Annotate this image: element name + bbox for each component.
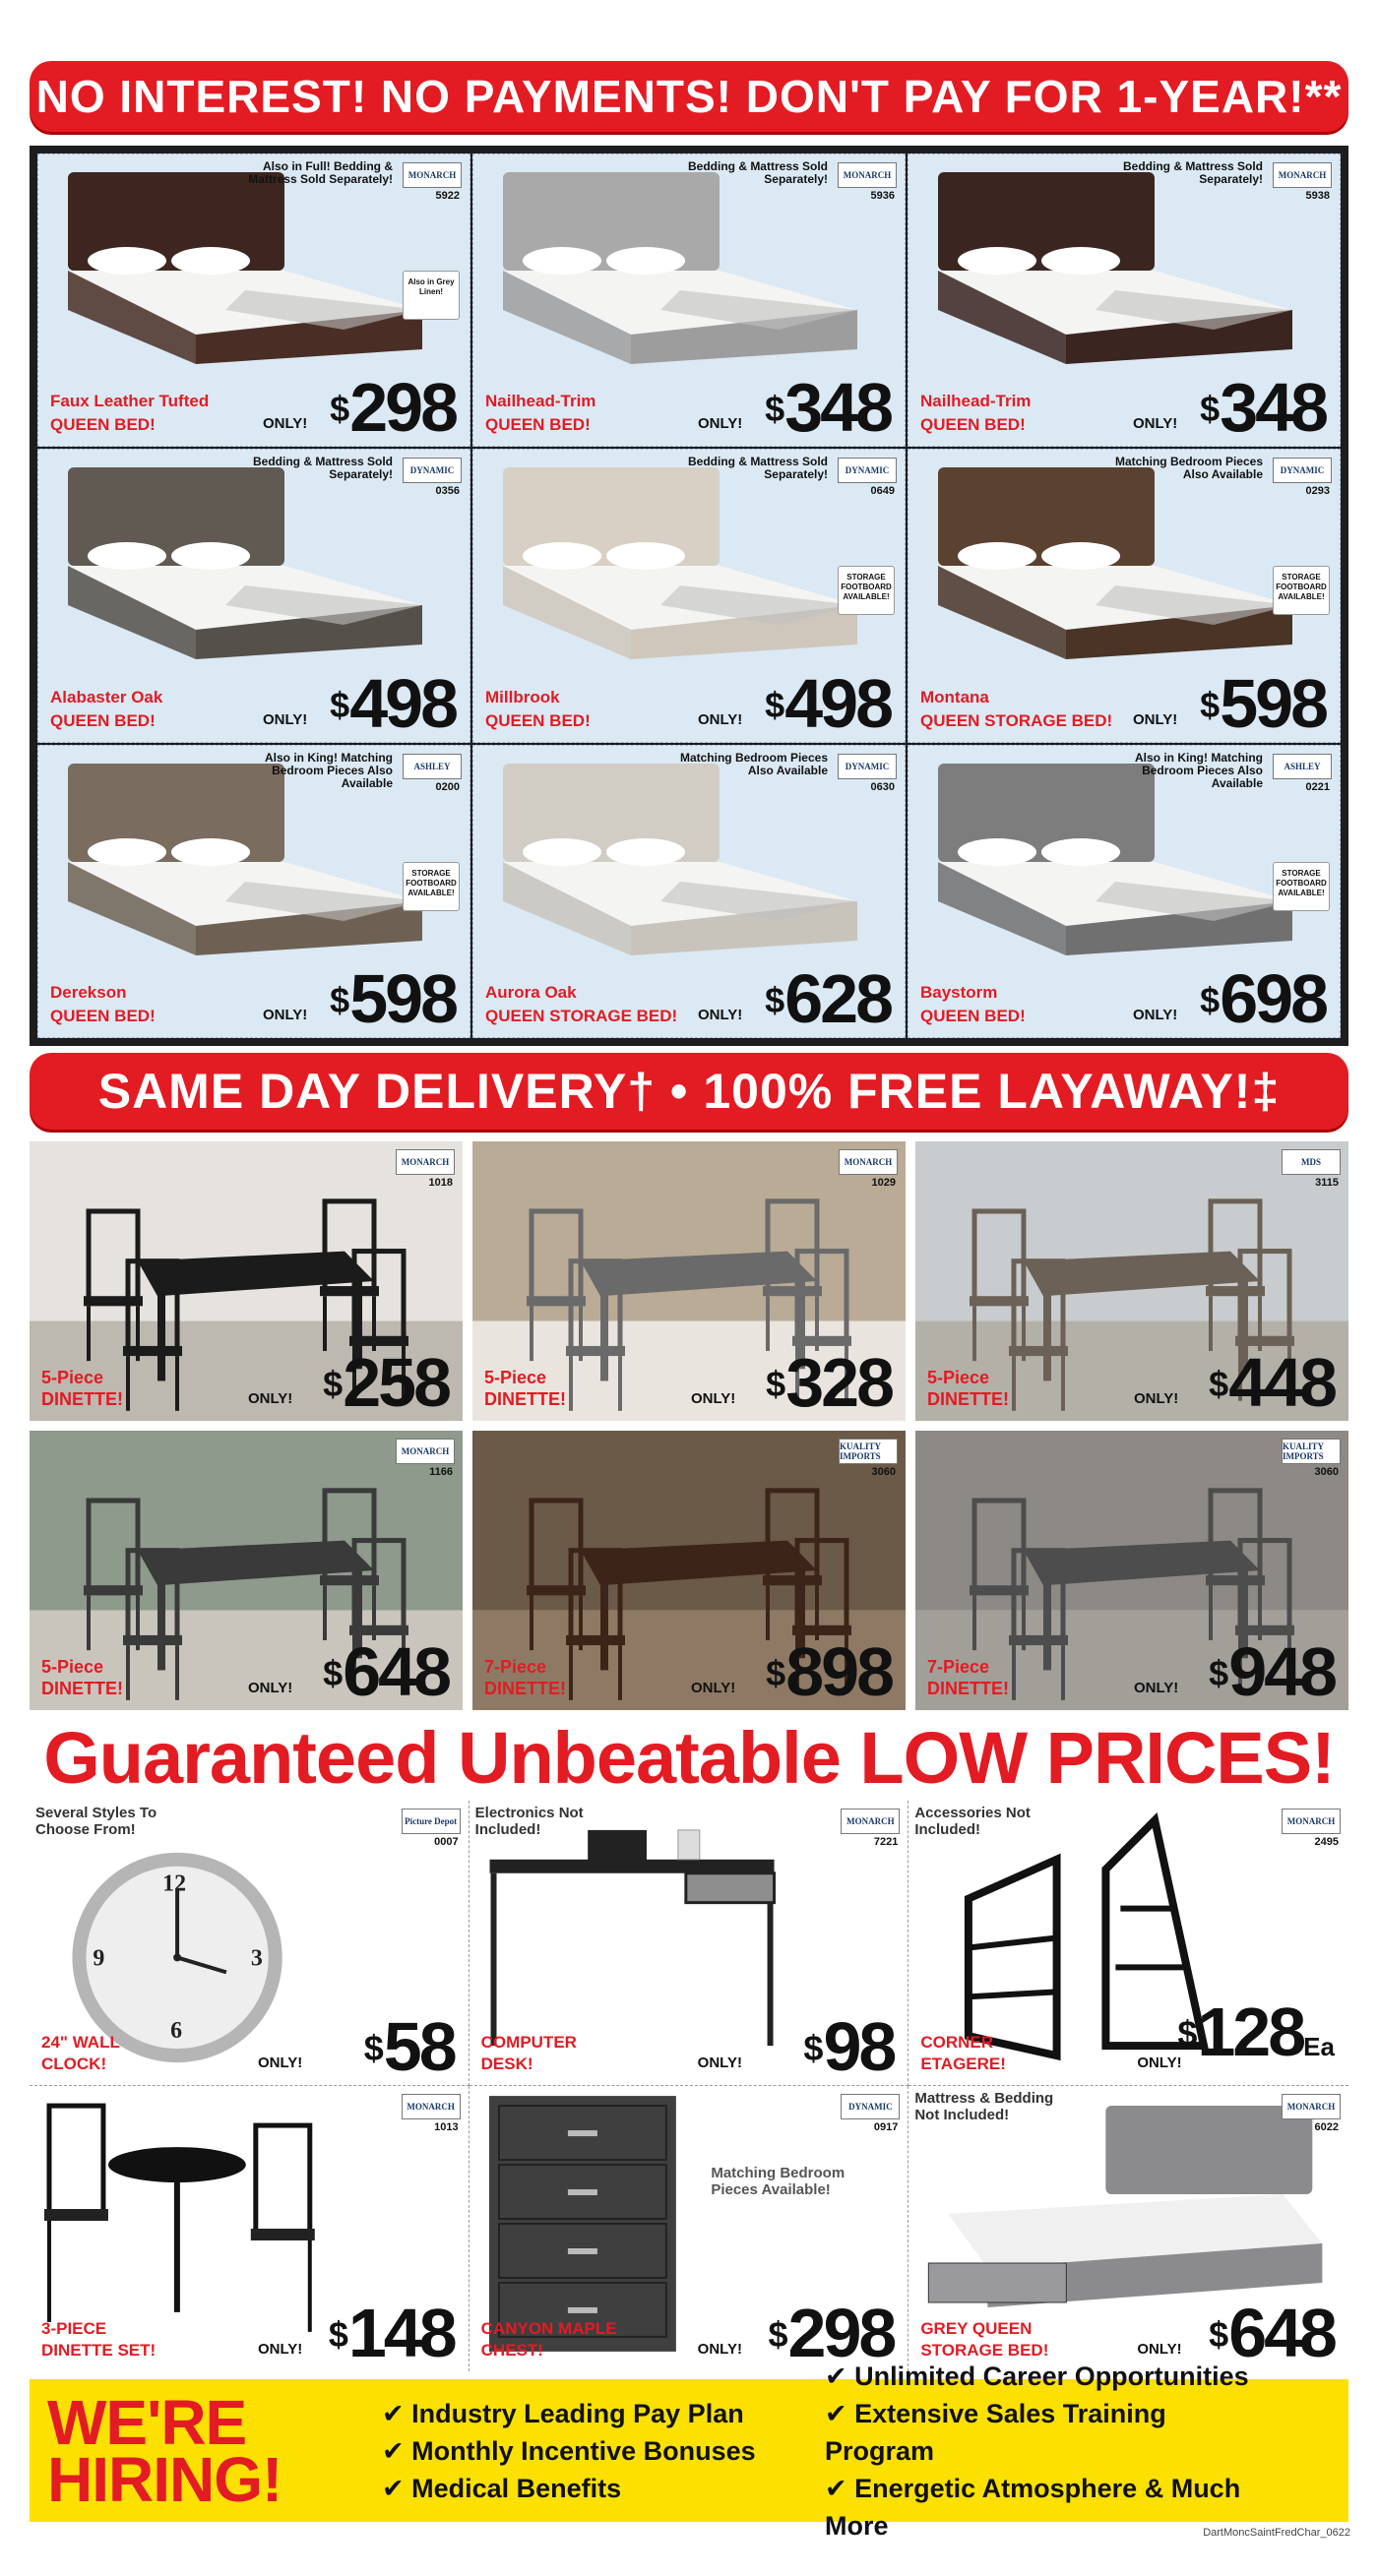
dinette-product-card xyxy=(30,1431,463,1710)
product-type: DINETTE! xyxy=(484,1389,566,1409)
product-type: QUEEN BED! xyxy=(920,415,1026,435)
only-label: ONLY! xyxy=(698,710,743,728)
dollar-sign: $ xyxy=(766,1364,786,1404)
dinette-grid xyxy=(30,1141,1348,1710)
dollar-sign: $ xyxy=(765,684,785,725)
dollar-sign: $ xyxy=(363,2028,384,2068)
sku-number: 1029 xyxy=(871,1177,896,1189)
bed-product-card xyxy=(472,745,906,1038)
brand-logo: MONARCH xyxy=(402,2094,461,2119)
only-label: ONLY! xyxy=(263,415,308,433)
misc-product-card xyxy=(30,2086,470,2371)
only-label: ONLY! xyxy=(691,1390,736,1407)
brand-logo: DYNAMIC xyxy=(838,754,897,779)
dinette-product-card xyxy=(472,1141,906,1421)
price-tag xyxy=(765,369,891,447)
dollar-sign: $ xyxy=(765,980,785,1020)
sku-number: 0917 xyxy=(873,2121,899,2133)
svg-text:6: 6 xyxy=(170,2018,183,2045)
feature-tag: STORAGE FOOTBOARD AVAILABLE! xyxy=(1273,862,1330,911)
product-note: Matching Bedroom Pieces Also Available xyxy=(1114,455,1263,482)
product-type: ETAGERE! xyxy=(920,2055,1006,2073)
product-note: Mattress & Bedding Not Included! xyxy=(914,2090,1054,2123)
product-name: 5-Piece xyxy=(927,1368,990,1387)
bed-product-card xyxy=(37,153,470,447)
price-value: 598 xyxy=(349,960,456,1037)
product-name: 3-PIECE xyxy=(41,2319,107,2338)
product-type: QUEEN BED! xyxy=(485,415,591,435)
price-tag xyxy=(323,1633,449,1710)
only-label: ONLY! xyxy=(697,2341,742,2358)
price-tag xyxy=(1209,1344,1335,1421)
misc-product-card xyxy=(908,1801,1348,2086)
price-tag xyxy=(766,1633,892,1710)
only-label: ONLY! xyxy=(1133,415,1178,433)
dollar-sign: $ xyxy=(1209,1653,1229,1693)
benefit-item: ✔ Monthly Incentive Bonuses xyxy=(382,2432,825,2470)
product-note: Also in King! Matching Bedroom Pieces Also Available xyxy=(1135,750,1263,790)
price-value: 648 xyxy=(343,1633,449,1710)
financing-banner: NO INTEREST! NO PAYMENTS! DON'T PAY FOR 1-YEAR!** xyxy=(30,61,1348,132)
hiring-title-line1: WE'RE xyxy=(47,2386,247,2458)
bed-image xyxy=(48,455,442,664)
sku-number: 0649 xyxy=(870,485,895,498)
sku-number: 0356 xyxy=(435,485,460,498)
only-label: ONLY! xyxy=(258,2055,303,2071)
only-label: ONLY! xyxy=(1133,710,1178,728)
sku-number: 1166 xyxy=(429,1466,453,1478)
dollar-sign: $ xyxy=(768,2314,788,2355)
product-type: CHEST! xyxy=(480,2341,543,2360)
benefit-item: ✔ Unlimited Career Opportunities xyxy=(825,2358,1268,2395)
benefit-item: ✔ Extensive Sales Training Program xyxy=(825,2395,1268,2470)
price-value: 258 xyxy=(343,1344,449,1421)
brand-logo: DYNAMIC xyxy=(1273,458,1332,483)
price-tag xyxy=(1200,960,1326,1037)
headline: Guaranteed Unbeatable LOW PRICES! xyxy=(43,1717,1335,1799)
hiring-benefits-2 xyxy=(825,2358,1268,2545)
only-label: ONLY! xyxy=(1133,1007,1178,1023)
product-note: Bedding & Mattress Sold Separately! xyxy=(687,159,828,186)
brand-logo: DYNAMIC xyxy=(403,458,462,483)
only-label: ONLY! xyxy=(698,1007,743,1023)
price-tag xyxy=(765,960,891,1037)
bed-product-card xyxy=(908,449,1341,742)
brand-logo: MONARCH xyxy=(1282,1809,1341,1834)
price-tag xyxy=(1200,664,1326,742)
only-label: ONLY! xyxy=(248,1390,293,1407)
bed-image xyxy=(483,750,877,960)
dollar-sign: $ xyxy=(1200,684,1221,725)
price-value: 148 xyxy=(347,2295,455,2371)
product-name: Nailhead-Trim xyxy=(485,392,596,411)
brand-logo: MONARCH xyxy=(838,162,897,188)
product-name: Faux Leather Tufted xyxy=(50,392,210,411)
benefit-item: ✔ Energetic Atmosphere & Much More xyxy=(825,2470,1268,2545)
dollar-sign: $ xyxy=(323,1653,344,1693)
hiring-title xyxy=(47,2386,382,2515)
bed-product-card xyxy=(908,153,1341,447)
price-value: 948 xyxy=(1228,1633,1335,1710)
price-value: 898 xyxy=(785,1633,892,1710)
bed-image xyxy=(483,159,877,369)
product-name: Alabaster Oak xyxy=(50,687,163,706)
product-note: Matching Bedroom Pieces Also Available xyxy=(679,750,828,777)
dollar-sign: $ xyxy=(1209,1364,1229,1404)
price-value: 298 xyxy=(349,369,456,447)
bed-image xyxy=(918,455,1312,664)
product-name: Aurora Oak xyxy=(485,983,577,1002)
price-tag xyxy=(330,369,456,447)
product-name: CORNER xyxy=(920,2033,993,2052)
brand-logo: KUALITY IMPORTS xyxy=(839,1439,898,1464)
price-tag xyxy=(1177,1993,1335,2081)
only-label: ONLY! xyxy=(698,415,743,433)
dollar-sign: $ xyxy=(1200,389,1221,430)
svg-text:9: 9 xyxy=(93,1945,105,1972)
product-type: DINETTE! xyxy=(41,1389,123,1409)
price-tag xyxy=(363,2008,455,2085)
brand-logo: MONARCH xyxy=(839,1149,898,1175)
product-name: 5-Piece xyxy=(41,1657,104,1677)
brand-logo: MONARCH xyxy=(841,1809,900,1834)
misc-grid xyxy=(30,1801,1348,2371)
bed-image xyxy=(483,455,877,664)
brand-logo: Picture Depot xyxy=(402,1809,461,1834)
brand-logo: MDS xyxy=(1282,1149,1341,1175)
only-label: ONLY! xyxy=(691,1680,736,1696)
sku-number: 7221 xyxy=(873,1836,899,1848)
brand-logo: ASHLEY xyxy=(403,754,462,779)
dinette-product-card xyxy=(915,1141,1348,1421)
product-type: QUEEN BED! xyxy=(920,1007,1026,1025)
product-note: Also in Full! Bedding & Mattress Sold Separately! xyxy=(248,159,393,186)
sku-number: 3060 xyxy=(1314,1466,1339,1478)
misc-product-card xyxy=(30,1801,470,2086)
brand-logo: MONARCH xyxy=(403,162,462,188)
product-type: DINETTE! xyxy=(927,1679,1009,1698)
dollar-sign: $ xyxy=(1209,2314,1229,2355)
sku-number: 5936 xyxy=(870,190,895,202)
delivery-banner: SAME DAY DELIVERY† • 100% FREE LAYAWAY!‡ xyxy=(30,1053,1348,1130)
price-value: 648 xyxy=(1228,2295,1335,2371)
sku-number: 5938 xyxy=(1305,190,1330,202)
price-tag xyxy=(323,1344,449,1421)
brand-logo: DYNAMIC xyxy=(841,2094,900,2119)
product-type: CLOCK! xyxy=(41,2055,107,2073)
product-type: DINETTE! xyxy=(927,1389,1009,1409)
price-suffix: Ea xyxy=(1303,2032,1335,2061)
product-type: QUEEN STORAGE BED! xyxy=(920,710,1113,730)
sku-number: 0007 xyxy=(434,1836,459,1848)
misc-product-card xyxy=(470,1801,909,2086)
sku-number: 0221 xyxy=(1305,780,1330,793)
only-label: ONLY! xyxy=(258,2341,303,2358)
product-note: Matching Bedroom Pieces Available! xyxy=(711,2165,846,2198)
svg-text:3: 3 xyxy=(250,1945,263,1972)
product-type: QUEEN BED! xyxy=(50,710,156,730)
misc-product-card xyxy=(470,2086,909,2371)
price-value: 128 xyxy=(1197,1993,1304,2070)
only-label: ONLY! xyxy=(263,710,308,728)
feature-tag: Also in Grey Linen! xyxy=(403,271,460,320)
product-name: GREY QUEEN xyxy=(920,2319,1033,2338)
price-tag xyxy=(330,960,456,1037)
feature-tag: STORAGE FOOTBOARD AVAILABLE! xyxy=(838,566,895,615)
product-type: QUEEN BED! xyxy=(50,415,156,435)
sku-number: 0200 xyxy=(435,780,460,793)
brand-logo: MONARCH xyxy=(1282,2094,1341,2119)
product-note: Several Styles To Choose From! xyxy=(35,1805,157,1838)
price-value: 98 xyxy=(823,2008,895,2085)
dollar-sign: $ xyxy=(330,980,350,1020)
product-name: 5-Piece xyxy=(484,1368,547,1387)
feature-tag: STORAGE FOOTBOARD AVAILABLE! xyxy=(403,862,460,911)
dollar-sign: $ xyxy=(330,684,350,725)
benefit-item: ✔ Industry Leading Pay Plan xyxy=(382,2395,825,2432)
product-type: DINETTE SET! xyxy=(41,2341,157,2360)
price-tag xyxy=(328,2295,455,2371)
product-type: DINETTE! xyxy=(484,1679,566,1698)
product-name: Millbrook xyxy=(485,687,560,706)
price-tag xyxy=(803,2008,895,2085)
price-value: 348 xyxy=(784,369,891,447)
product-name: 5-Piece xyxy=(41,1368,104,1387)
product-name: CANYON MAPLE xyxy=(480,2319,617,2338)
dollar-sign: $ xyxy=(328,2314,348,2355)
price-value: 628 xyxy=(784,960,891,1037)
brand-logo: DYNAMIC xyxy=(838,458,897,483)
price-value: 598 xyxy=(1220,664,1326,742)
price-tag xyxy=(1209,1633,1335,1710)
sku-number: 2495 xyxy=(1314,1836,1339,1848)
price-value: 498 xyxy=(784,664,891,742)
dollar-sign: $ xyxy=(330,389,350,430)
brand-logo: MONARCH xyxy=(1273,162,1332,188)
bed-product-card xyxy=(472,153,906,447)
dinette-product-card xyxy=(915,1431,1348,1710)
sku-number: 3060 xyxy=(871,1466,896,1478)
product-name: Nailhead-Trim xyxy=(920,392,1032,411)
only-label: ONLY! xyxy=(697,2055,742,2071)
product-name: COMPUTER xyxy=(480,2033,577,2052)
only-label: ONLY! xyxy=(248,1680,293,1696)
sku-number: 1013 xyxy=(434,2121,459,2133)
product-type: STORAGE BED! xyxy=(920,2341,1049,2360)
product-name: 24" WALL xyxy=(41,2033,120,2052)
hiring-title-line2: HIRING! xyxy=(47,2443,282,2515)
price-tag xyxy=(1200,369,1326,447)
bed-grid xyxy=(30,146,1348,1046)
product-note: Electronics Not Included! xyxy=(474,1805,584,1838)
svg-text:12: 12 xyxy=(162,1871,187,1897)
dollar-sign: $ xyxy=(765,389,785,430)
bed-product-card xyxy=(472,449,906,742)
feature-tag: STORAGE FOOTBOARD AVAILABLE! xyxy=(1273,566,1330,615)
product-type: DINETTE! xyxy=(41,1679,123,1698)
bed-product-card xyxy=(908,745,1341,1038)
sku-number: 0630 xyxy=(870,780,895,793)
price-value: 698 xyxy=(1220,960,1326,1037)
bed-product-card xyxy=(37,745,470,1038)
sku-number: 5922 xyxy=(435,190,460,202)
product-type: QUEEN STORAGE BED! xyxy=(485,1007,678,1025)
brand-logo: MONARCH xyxy=(396,1439,455,1464)
brand-logo: KUALITY IMPORTS xyxy=(1282,1439,1341,1464)
sku-number: 3115 xyxy=(1315,1177,1339,1189)
product-note: Bedding & Mattress Sold Separately! xyxy=(1122,159,1263,186)
only-label: ONLY! xyxy=(1137,2341,1182,2358)
product-note: Also in King! Matching Bedroom Pieces Also Available xyxy=(265,750,393,790)
bed-product-card xyxy=(37,449,470,742)
dollar-sign: $ xyxy=(803,2028,824,2068)
price-value: 348 xyxy=(1220,369,1326,447)
only-label: ONLY! xyxy=(263,1007,308,1023)
brand-logo: ASHLEY xyxy=(1273,754,1332,779)
product-type: DESK! xyxy=(480,2055,533,2073)
only-label: ONLY! xyxy=(1134,1680,1179,1696)
dinette-product-card xyxy=(472,1431,906,1710)
sku-number: 1018 xyxy=(428,1177,453,1189)
product-note: Bedding & Mattress Sold Separately! xyxy=(252,455,393,482)
product-note: Bedding & Mattress Sold Separately! xyxy=(687,455,828,482)
dollar-sign: $ xyxy=(1200,980,1221,1020)
price-value: 298 xyxy=(787,2295,895,2371)
product-note: Accessories Not Included! xyxy=(914,1805,1031,1838)
footer-code: DartMoncSaintFredChar_0622 xyxy=(1203,2527,1350,2539)
product-name: 7-Piece xyxy=(484,1657,547,1677)
hiring-benefits-1 xyxy=(382,2395,825,2507)
misc-product-card xyxy=(908,2086,1348,2371)
product-name: Baystorm xyxy=(920,983,998,1002)
product-name: 7-Piece xyxy=(927,1657,990,1677)
price-value: 448 xyxy=(1228,1344,1335,1421)
product-type: QUEEN BED! xyxy=(485,710,591,730)
brand-logo: MONARCH xyxy=(396,1149,455,1175)
price-value: 58 xyxy=(383,2008,455,2085)
price-value: 498 xyxy=(349,664,456,742)
price-tag xyxy=(765,664,891,742)
product-name: Derekson xyxy=(50,983,127,1002)
bed-image xyxy=(918,159,1312,369)
product-name: Montana xyxy=(920,687,989,706)
benefit-item: ✔ Medical Benefits xyxy=(382,2470,825,2507)
product-type: QUEEN BED! xyxy=(50,1007,156,1025)
dollar-sign: $ xyxy=(1177,2013,1198,2054)
sku-number: 6022 xyxy=(1314,2121,1339,2133)
dollar-sign: $ xyxy=(323,1364,344,1404)
bed-image xyxy=(48,159,442,369)
price-tag xyxy=(766,1344,892,1421)
price-value: 328 xyxy=(785,1344,892,1421)
dinette-product-card xyxy=(30,1141,463,1421)
price-tag xyxy=(330,664,456,742)
sku-number: 0293 xyxy=(1305,485,1330,498)
only-label: ONLY! xyxy=(1134,1390,1179,1407)
dollar-sign: $ xyxy=(766,1653,786,1693)
only-label: ONLY! xyxy=(1137,2055,1182,2071)
